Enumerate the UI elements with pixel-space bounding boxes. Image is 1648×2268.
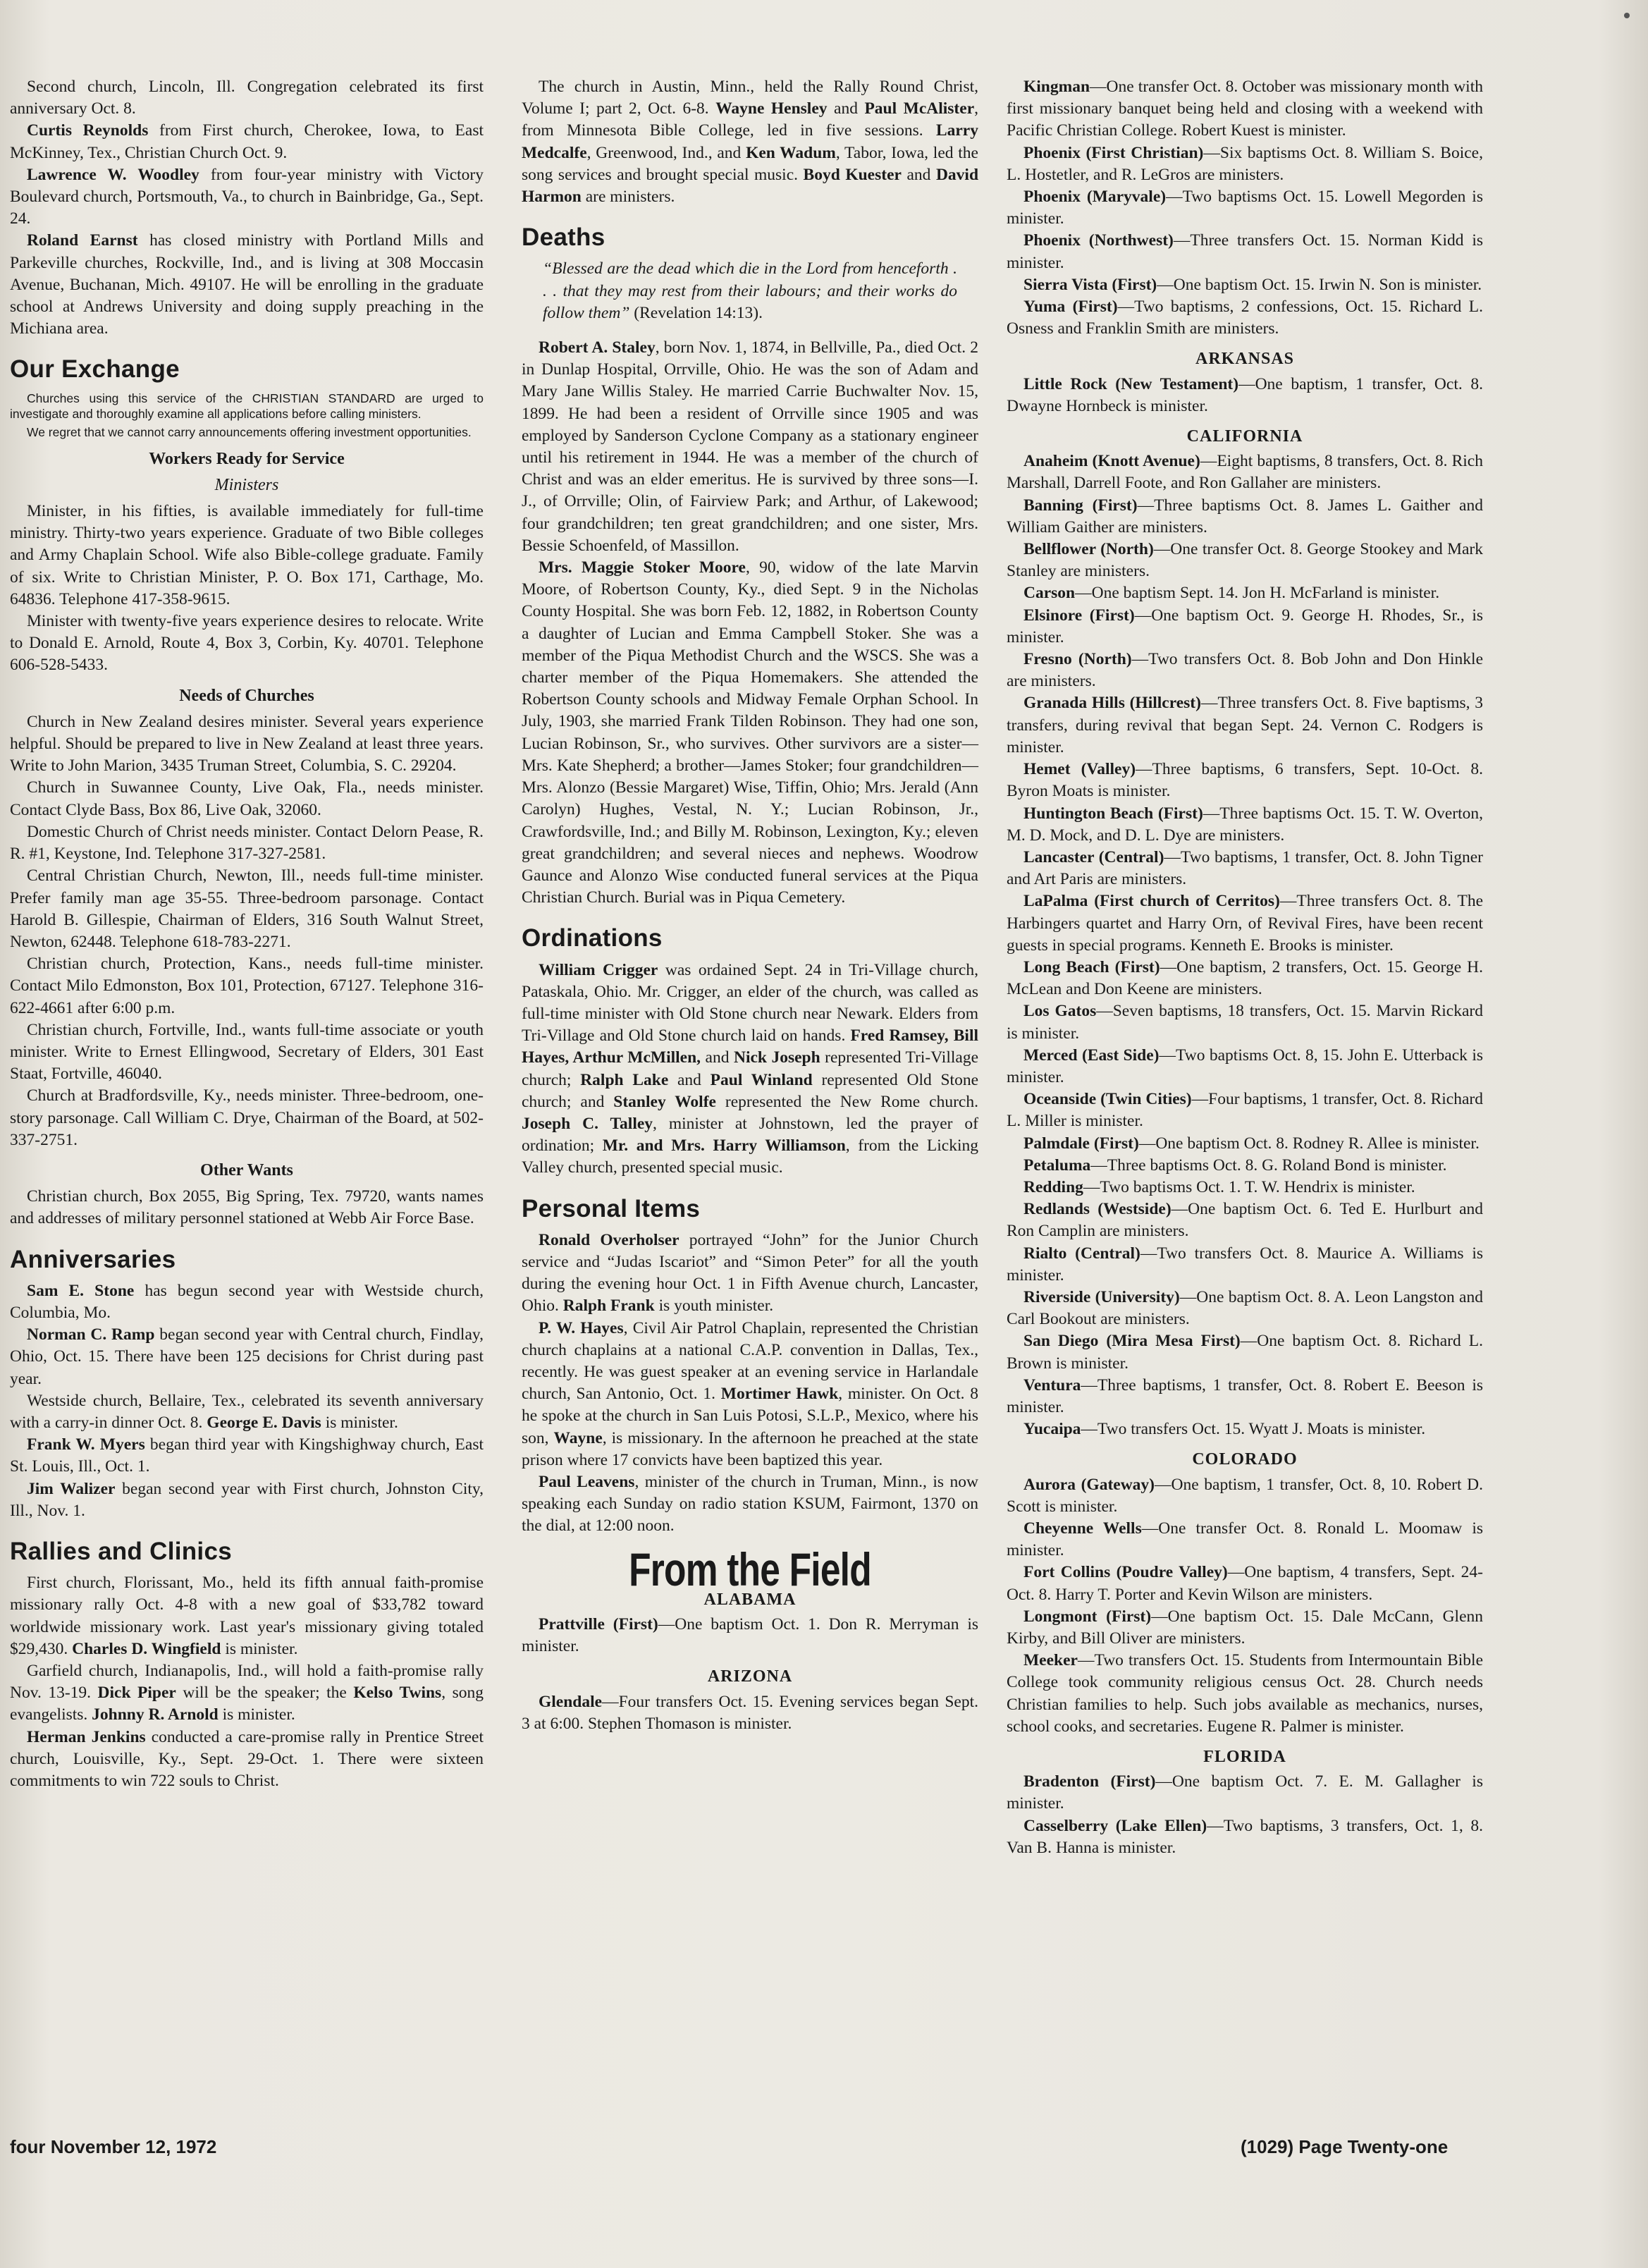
ministers-subheading: Ministers <box>214 475 279 494</box>
bold-name: Curtis Reynolds <box>27 121 149 140</box>
bold-name: Cheyenne Wells <box>1023 1519 1142 1538</box>
bold-name: Mortimer Hawk <box>720 1385 839 1404</box>
bold-name: Bradenton (First) <box>1023 1772 1156 1791</box>
bold-name: Redding <box>1023 1177 1083 1196</box>
minister-listing: Minister, in his fifties, is available immediately for full-time ministry. Thirty-two years experience. Graduate of two Bible colleges and Army Chaplain School. Wife also Bible-college graduate. Family of six. Write to Christian Minister, P. O. Box 171, Carthage, Mo. 64836. Telephone 417-358-9615. <box>10 502 484 608</box>
column-middle <box>522 76 978 1735</box>
field-report <box>1007 1177 1483 1199</box>
anniversary-item <box>10 1478 484 1522</box>
column-left <box>10 76 484 1792</box>
church-listing: Church in Suwannee County, Live Oak, Fla., needs minister. Contact Clyde Bass, Box 86, Live Oak, 32060. <box>10 778 484 819</box>
ordinations-heading: Ordinations <box>522 924 663 952</box>
needs-of-churches-heading: Needs of Churches <box>179 686 314 705</box>
bold-name: Mrs. Maggie Stoker Moore <box>539 558 746 577</box>
church-listing: Central Christian Church, Newton, Ill., needs full-time minister. Prefer family man age 35-55. Three-bedroom parsonage. Contact Harold B. Gillespie, Chairman of Elders, 316 South Walnut Street, Newton, 62448. Telephone 618-783-2271. <box>10 866 484 951</box>
field-report <box>1007 76 1483 142</box>
field-report <box>1007 539 1483 582</box>
item-text: —One baptism, 2 transfers, Oct. 15. George H. McLean and Don Keene are ministers. <box>1007 957 1483 999</box>
rallies-heading: Rallies and Clinics <box>10 1537 232 1565</box>
item-text: is minister. <box>218 1705 295 1724</box>
item-text: First church, Florissant, Mo., held its fifth annual faith-promise missionary rally Oct. 4-8 with a new goal of $33,782 toward worldwide missionary work. Last year's missionary giving totaled $29,430. <box>10 1574 484 1658</box>
bold-name: Fresno (North) <box>1023 650 1132 669</box>
item-text: —One baptism Oct. 15. Irwin N. Son is minister. <box>1157 275 1482 294</box>
bold-name: Jim Walizer <box>27 1479 116 1498</box>
bold-name: Redlands (Westside) <box>1023 1200 1172 1219</box>
other-wants-list <box>10 1186 484 1230</box>
field-report <box>1007 374 1483 417</box>
anniversary-item <box>10 1434 484 1478</box>
bold-name: Phoenix (Maryvale) <box>1023 188 1167 207</box>
item-text: —One transfer Oct. 8. Ronald L. Moomaw is minister. <box>1007 1519 1483 1560</box>
news-item <box>10 230 484 340</box>
bold-name: Lancaster (Central) <box>1023 847 1164 866</box>
item-text: —Two transfers Oct. 15. Students from Intermountain Bible College took community religious census Oct. 28. Church needs Christian families to help. Such jobs available as mechanics, nurses, school cooks, and secretaries. Eugene R. Palmer is minister. <box>1007 1651 1483 1736</box>
item-text: , Tabor, Iowa, led the song services and brought special music. <box>522 143 978 184</box>
item-text: , minister. On Oct. 8 he spoke at the church in San Luis Potosi, S.L.P., Mexico, where his son, <box>522 1385 978 1447</box>
bold-name: Long Beach (First) <box>1023 957 1160 976</box>
bold-name: Mr. and Mrs. Harry Williamson <box>602 1136 846 1156</box>
field-report <box>1007 230 1483 274</box>
item-text: —Six baptisms Oct. 8. William S. Boice, L. Hostetler, and R. LeGros are ministers. <box>1007 143 1483 184</box>
item-text: Garfield church, Indianapolis, Ind., will hold a faith-promise rally Nov. 13-19. <box>10 1662 484 1703</box>
bold-name: Fort Collins (Poudre Valley) <box>1023 1563 1228 1582</box>
item-text: —Two baptisms, 1 transfer, Oct. 8. John Tigner and Art Paris are ministers. <box>1007 847 1484 889</box>
item-text: has begun second year with Westside church, Columbia, Mo. <box>10 1281 484 1322</box>
from-the-field-heading: From the Field <box>629 1543 871 1595</box>
anniversary-item <box>10 1324 484 1390</box>
bold-name: Elsinore (First) <box>1023 606 1135 625</box>
item-text: —Three baptisms Oct. 8. G. Roland Bond is minister. <box>1090 1156 1447 1175</box>
item-text: and <box>668 1070 711 1089</box>
bold-name: Hemet (Valley) <box>1023 760 1136 779</box>
bold-name: Joseph C. Talley <box>522 1114 653 1133</box>
field-report <box>1007 803 1483 847</box>
state-heading: ALABAMA <box>703 1590 797 1609</box>
item-text: represented the New Rome church. <box>715 1092 978 1111</box>
bold-name: Sam E. Stone <box>27 1281 135 1300</box>
personal-item <box>522 1230 978 1318</box>
bold-name: Aurora (Gateway) <box>1023 1475 1155 1494</box>
item-text: —One baptism Oct. 15. Dale McCann, Glenn Kirby, and Bill Oliver are ministers. <box>1007 1607 1484 1648</box>
state-heading: ARIZONA <box>707 1667 793 1686</box>
workers-ready-heading: Workers Ready for Service <box>149 449 345 468</box>
bold-name: Charles D. Wingfield <box>72 1639 221 1658</box>
news-item <box>10 120 484 164</box>
bold-name: Oceanside (Twin Cities) <box>1023 1090 1192 1109</box>
bold-name: Phoenix (First Christian) <box>1023 143 1204 162</box>
item-text: —One transfer Oct. 8. October was missionary month with first missionary banquet being held and closing with a weekend with Pacific Christian College. Robert Kuest is minister. <box>1007 78 1483 140</box>
field-report <box>522 1614 978 1657</box>
bold-name: Frank W. Myers <box>27 1435 145 1454</box>
field-report <box>1007 450 1483 494</box>
item-text: —One baptism Oct. 8. Rodney R. Allee is minister. <box>1138 1134 1480 1153</box>
state-heading: COLORADO <box>1192 1450 1298 1469</box>
bold-name: Sierra Vista (First) <box>1023 275 1157 294</box>
bold-name: Roland Earnst <box>27 231 138 250</box>
item-text: —Three baptisms Oct. 15. T. W. Overton, M. D. Mock, and D. L. Dye are ministers. <box>1007 804 1484 845</box>
item-text: , minister at Johnstown, led the prayer of ordination; <box>522 1114 978 1156</box>
bold-name: Huntington Beach (First) <box>1023 804 1203 823</box>
bold-name: William Crigger <box>539 960 658 979</box>
field-report <box>1007 1474 1483 1518</box>
rallies-list <box>10 1572 484 1792</box>
item-text: , minister of the church in Truman, Minn., is now speaking each Sunday on radio station KSUM, Fairmont, 1370 on the dial, at 12:00 noon. <box>522 1472 978 1536</box>
bold-name: Prattville (First) <box>539 1615 658 1633</box>
bold-name: Bellflower (North) <box>1023 540 1154 559</box>
bold-name: Anaheim (Knott Avenue) <box>1023 452 1200 471</box>
item-text: from four-year ministry with Victory Boulevard church, Portsmouth, Va., to church in Bainbridge, Ga., Sept. 24. <box>10 165 484 228</box>
state-heading: CALIFORNIA <box>1186 427 1303 446</box>
item-text: —Three baptisms Oct. 8. James L. Gaither and William Gaither are ministers. <box>1007 496 1483 537</box>
bold-name: Ronald Overholser <box>539 1230 680 1249</box>
bold-name: David Harmon <box>522 165 979 207</box>
field-report <box>1007 1330 1483 1374</box>
item-text: —One baptism, 1 transfer, Oct. 8. Dwayne Hornbeck is minister. <box>1007 374 1483 415</box>
field-report <box>1007 1418 1483 1440</box>
field-report <box>1007 1650 1483 1738</box>
bold-name: Fred Ramsey, Bill Hayes, Arthur McMillen, <box>522 1026 978 1067</box>
church-needs-list <box>10 711 484 1151</box>
bold-name: Paul Winland <box>710 1070 813 1089</box>
item-text: Westside church, Bellaire, Tex., celebrated its seventh anniversary with a carry-in dinner Oct. 8. <box>10 1391 484 1432</box>
church-listing: Church in New Zealand desires minister. Several years experience helpful. Should be prepared to live in New Zealand at least three years. Write to John Marion, 3435 Truman Street, Columbia, S. C. 29204. <box>10 712 484 776</box>
field-reports-start <box>522 1589 978 1735</box>
bold-name: Riverside (University) <box>1023 1287 1180 1306</box>
bold-name: Lawrence W. Woodley <box>27 165 199 184</box>
item-text: —Two baptisms Oct. 1. T. W. Hendrix is minister. <box>1083 1177 1415 1196</box>
state-heading: ARKANSAS <box>1195 350 1295 369</box>
field-report <box>1007 649 1483 692</box>
bold-name: Longmont (First) <box>1023 1607 1152 1626</box>
item-text: are ministers. <box>581 188 675 207</box>
field-report <box>1007 847 1483 890</box>
column-right <box>1007 76 1483 1859</box>
rally-item <box>10 1727 484 1793</box>
bold-name: George E. Davis <box>207 1413 321 1432</box>
item-text: —One baptism Oct. 8. Richard L. Brown is minister. <box>1007 1332 1483 1373</box>
rally-item <box>10 1660 484 1727</box>
field-report <box>1007 1287 1483 1330</box>
bold-name: Little Rock (New Testament) <box>1023 374 1239 393</box>
item-text: —One baptism Oct. 6. Ted E. Hurlburt and Ron Camplin are ministers. <box>1007 1200 1483 1241</box>
obituaries-list <box>522 337 978 909</box>
item-text: from First church, Cherokee, Iowa, to East McKinney, Tex., Christian Church Oct. 9. <box>10 121 484 162</box>
item-text: conducted a care-promise rally in Prentice Street church, Louisville, Ky., Sept. 29-Oct. 1. There were sixteen commitments to win 722 souls to Christ. <box>10 1727 484 1791</box>
item-text: began second year with First church, Johnston City, Ill., Nov. 1. <box>10 1479 484 1520</box>
church-listing: Domestic Church of Christ needs minister. Contact Delorn Pease, R. R. #1, Keystone, Ind. Telephone 317-327-2581. <box>10 822 484 864</box>
news-item <box>10 164 484 231</box>
item-text: , song evangelists. <box>10 1684 484 1724</box>
item-text: portrayed “John” for the Junior Church service and “Judas Iscariot” and “Simon Peter” for all the youth during the evening hour Oct. 1 in Fifth Avenue church, Lancaster, Ohio. <box>522 1230 979 1316</box>
item-text: —Two baptisms Oct. 8, 15. John E. Utterback is minister. <box>1007 1046 1483 1086</box>
item-text: —Three transfers Oct. 8. Five baptisms, 3 transfers, during revival that began Sept. 24. Vernon C. Rodgers is minister. <box>1007 694 1483 756</box>
item-text: —One baptism Oct. 9. George H. Rhodes, Sr., is minister. <box>1007 606 1483 646</box>
item-text: , Civil Air Patrol Chaplain, represented the Christian church chaplains at a national C.A.P. convention in Dallas, Tex., recently. He was guest speaker at an evening service in Harlandale church, San Antonio, Oct. 1. <box>522 1318 978 1404</box>
church-listing: Christian church, Protection, Kans., needs full-time minister. Contact Milo Edmonston, Box 101, Protection, 67127. Telephone 316-622-4661 after 6:00 p.m. <box>10 955 484 1017</box>
minister-listing: Minister with twenty-five years experience desires to relocate. Write to Donald E. Arnold, Route 4, Box 3, Corbin, Ky. 40701. Telephone 606-528-5433. <box>10 612 484 675</box>
item-text: was ordained Sept. 24 in Tri-Village church, Pataskala, Ohio. Mr. Crigger, an elder of the church, was called as full-time minister with Old Stone church near Newark. Elders from Tri-Village and Old Stone church laid on hands. <box>522 960 978 1046</box>
item-text: —Two baptisms Oct. 15. Lowell Megorden is minister. <box>1007 188 1483 228</box>
field-report <box>1007 605 1483 649</box>
bold-name: Banning (First) <box>1023 496 1138 515</box>
rally-item <box>10 1572 484 1660</box>
item-text: Second church, Lincoln, Ill. Congregation celebrated its first anniversary Oct. 8. <box>10 78 484 118</box>
bold-name: Dick Piper <box>97 1684 176 1703</box>
bold-name: Paul Leavens <box>539 1472 635 1491</box>
bold-name: Norman C. Ramp <box>27 1325 155 1344</box>
personal-items-heading: Personal Items <box>522 1194 701 1222</box>
field-report <box>1007 1815 1483 1859</box>
item-text: —Two transfers Oct. 8. Maurice A. Williams is minister. <box>1007 1244 1484 1285</box>
bold-name: Johnny R. Arnold <box>92 1705 219 1724</box>
item-text: is youth minister. <box>654 1297 774 1316</box>
scripture-quote <box>543 258 957 324</box>
field-report <box>1007 296 1483 340</box>
bold-name: LaPalma (First church of Cerritos) <box>1023 892 1280 911</box>
bold-name: Yucaipa <box>1023 1420 1081 1439</box>
item-text: —Four transfers Oct. 15. Evening services began Sept. 3 at 6:00. Stephen Thomason is minister. <box>522 1692 978 1733</box>
bold-name: P. W. Hayes <box>539 1318 624 1337</box>
item-text: —Three baptisms, 6 transfers, Sept. 10-Oct. 8. Byron Moats is minister. <box>1007 760 1483 801</box>
personal-item <box>522 1471 978 1538</box>
ministers-list <box>10 501 484 677</box>
field-report <box>1007 1155 1483 1177</box>
bold-name: Merced (East Side) <box>1023 1046 1160 1065</box>
bold-name: Larry Medcalfe <box>522 121 978 162</box>
item-text: will be the speaker; the <box>176 1684 354 1703</box>
bold-name: Phoenix (Northwest) <box>1023 231 1174 250</box>
bold-name: Herman Jenkins <box>27 1727 146 1746</box>
item-text: —Two baptisms, 3 transfers, Oct. 1, 8. Van B. Hanna is minister. <box>1007 1816 1483 1857</box>
bold-name: Ralph Frank <box>562 1297 655 1316</box>
item-text: began third year with Kingshighway church, East St. Louis, Ill., Oct. 1. <box>10 1435 484 1476</box>
obituary-item <box>522 337 978 557</box>
item-text: and <box>701 1048 734 1067</box>
field-report <box>1007 759 1483 802</box>
field-report <box>1007 1045 1483 1089</box>
bold-name: Kelso Twins <box>353 1684 442 1703</box>
news-item <box>522 76 978 208</box>
item-text: —One baptism Sept. 14. Jon H. McFarland is minister. <box>1075 584 1440 603</box>
bold-name: Ken Wadum <box>746 143 836 162</box>
item-text: —Three transfers Oct. 8. The Harbingers quartet and Harry Orn, of Revival Fires, have been recent guests in special programs. Kenneth E. Brooks is minister. <box>1007 892 1483 955</box>
bold-name: Paul McAlister <box>864 99 975 118</box>
footer-page-number: (1029) Page Twenty-one <box>1241 2136 1449 2157</box>
field-report <box>1007 1133 1483 1155</box>
item-text: began second year with Central church, Findlay, Ohio, Oct. 15. There have been 125 decisions for Christ during past year. <box>10 1325 484 1388</box>
bold-name: Nick Joseph <box>733 1048 820 1067</box>
item-text: , is missionary. In the afternoon he preached at the state prison where 17 convicts have been baptized this year. <box>522 1428 978 1469</box>
field-report <box>1007 274 1483 296</box>
deaths-heading: Deaths <box>522 223 605 252</box>
field-report <box>1007 1243 1483 1287</box>
bold-name: Boyd Kuester <box>803 165 902 184</box>
bold-name: Meeker <box>1023 1651 1078 1670</box>
item-text: and <box>827 99 865 118</box>
church-listing: Christian church, Fortville, Ind., wants full-time associate or youth minister. Write to Ernest Ellingwood, Secretary of Elders, 301 East Staat, Fortville, 46040. <box>10 1020 484 1084</box>
item-text: —Two baptisms, 2 confessions, Oct. 15. Richard L. Osness and Franklin Smith are ministers. <box>1007 298 1483 338</box>
quote-text: “Blessed are the dead which die in the Lord from henceforth . . . that they may rest from their labours; and their works do follow them” <box>543 259 957 322</box>
item-text: —One transfer Oct. 8. George Stookey and Mark Stanley are ministers. <box>1007 540 1483 581</box>
field-report <box>1007 1562 1483 1605</box>
item-text: , from the Licking Valley church, presented special music. <box>522 1136 979 1177</box>
item-text: , 90, widow of the late Marvin Moore, of Robertson County, Ky., died Sept. 9 in the Nicholas County Hospital. She was born Feb. 12, 1882, in Robertson County a daughter of Lucian and Emma Campbell Stoker. She was a member of the Piqua Methodist Church and the WSCS. She was a charter member of the Piqua Homemakers. She attended the Robertson County schools and Midway Female Orphan School. In July, 1903, she married Frank Tilden Robinson. They had one son, Lucian Robinson, Sr., who survives. Other survivors are a sister—Mrs. Kate Shepherd; a brother—James Stoker; four grandchildren—Mrs. Alonzo (Bessie Margaret) Wise, Tiffin, Ohio; Mrs. Jerald (Ann Carolyn) Hughes, Vestal, N. Y.; Lucian Robinson, Jr., Crawfordsville, Ind.; and Billy M. Robinson, Lexington, Ky.; eleven great grandchildren; and several nieces and nephews. Woodrow Gaunce and Alonzo Wise conducted funeral services at the Piqua Christian Church. Burial was in Piqua Cemetery. <box>522 558 979 907</box>
scan-speck <box>1624 13 1630 18</box>
personal-item <box>522 1318 978 1471</box>
bold-name: Rialto (Central) <box>1023 1244 1140 1263</box>
field-report <box>1007 957 1483 1000</box>
bold-name: Wayne Hensley <box>715 99 828 118</box>
anniversary-item <box>10 1280 484 1324</box>
news-item <box>10 76 484 120</box>
field-report <box>1007 1771 1483 1815</box>
item-text: The church in Austin, Minn., held the Rally Round Christ, Volume I; part 2, Oct. 6-8. <box>522 78 978 118</box>
item-text: —Three transfers Oct. 15. Norman Kidd is minister. <box>1007 231 1483 272</box>
state-heading: FLORIDA <box>1203 1748 1286 1767</box>
rally-round-item <box>522 76 978 208</box>
item-text: —Four baptisms, 1 transfer, Oct. 8. Richard L. Miller is minister. <box>1007 1090 1483 1131</box>
item-text: —Eight baptisms, 8 transfers, Oct. 8. Rich Marshall, Darrell Foote, and Ron Gallaher are ministers. <box>1007 452 1483 493</box>
field-report <box>1007 890 1483 957</box>
item-text: represented Tri-Village church; <box>522 1048 979 1089</box>
bold-name: Stanley Wolfe <box>613 1092 716 1111</box>
field-report <box>1007 1199 1483 1242</box>
bold-name: Wayne <box>553 1428 603 1447</box>
ordination-item <box>522 960 978 1179</box>
exchange-note: Churches using this service of the CHRISTIAN STANDARD are urged to investigate and thoroughly examine all applications before calling ministers. <box>10 391 484 421</box>
item-text: —Two transfers Oct. 15. Wyatt J. Moats is minister. <box>1081 1420 1426 1439</box>
exchange-notes <box>10 391 484 440</box>
bold-name: Granada Hills (Hillcrest) <box>1023 694 1201 713</box>
item-text: is minister. <box>221 1639 298 1658</box>
bold-name: Kingman <box>1023 78 1090 96</box>
item-text: has closed ministry with Portland Mills and Parkeville churches, Rockville, Ind., and is living at 308 Moccasin Avenue, Buchanan, Mich. 49107. He will be enrolling in the graduate school at Andrews University and doing supply preaching in the Michiana area. <box>10 231 484 338</box>
quote-reference: (Revelation 14:13). <box>629 303 763 322</box>
item-text: —Two transfers Oct. 8. Bob John and Don Hinkle are ministers. <box>1007 650 1483 691</box>
item-text: represented Old Stone church; and <box>522 1070 979 1111</box>
anniversaries-list <box>10 1280 484 1522</box>
church-listing: Church at Bradfordsville, Ky., needs minister. Three-bedroom, one-story parsonage. Call William C. Drye, Chairman of the Board, at 502-337-2751. <box>10 1086 484 1149</box>
bold-name: Ralph Lake <box>580 1070 669 1089</box>
our-exchange-heading: Our Exchange <box>10 355 180 384</box>
item-text: , from Minnesota Bible College, led in five sessions. <box>522 99 978 140</box>
bold-name: Yuma (First) <box>1023 298 1118 317</box>
ministry-moves-section <box>10 76 484 340</box>
item-text: —One baptism, 1 transfer, Oct. 8, 10. Robert D. Scott is minister. <box>1007 1475 1483 1516</box>
bold-name: San Diego (Mira Mesa First) <box>1023 1332 1241 1351</box>
anniversaries-heading: Anniversaries <box>10 1245 176 1273</box>
field-report <box>1007 1518 1483 1562</box>
item-text: —One baptism Oct. 7. E. M. Gallagher is minister. <box>1007 1772 1483 1813</box>
anniversary-item <box>10 1390 484 1434</box>
personal-items-list <box>522 1230 978 1538</box>
item-text: —One baptism Oct. 1. Don R. Merryman is minister. <box>522 1615 978 1656</box>
bold-name: Palmdale (First) <box>1023 1134 1139 1153</box>
field-report <box>1007 1000 1483 1044</box>
item-text: —One baptism, 4 transfers, Sept. 24-Oct. 8. Harry T. Porter and Kevin Wilson are ministers. <box>1007 1563 1484 1604</box>
field-report <box>1007 142 1483 186</box>
bold-name: Casselberry (Lake Ellen) <box>1023 1816 1207 1835</box>
field-report <box>1007 186 1483 230</box>
item-text: , Greenwood, Ind., and <box>586 143 746 162</box>
field-report <box>522 1691 978 1735</box>
field-report <box>1007 1375 1483 1418</box>
field-report <box>1007 495 1483 539</box>
bold-name: Los Gatos <box>1023 1002 1097 1021</box>
obituary-item <box>522 557 978 909</box>
bold-name: Glendale <box>539 1692 603 1711</box>
field-report <box>1007 1606 1483 1650</box>
bold-name: Ventura <box>1023 1375 1081 1394</box>
item-text: , born Nov. 1, 1874, in Bellville, Pa., died Oct. 2 in Dunlap Hospital, Orrville, Ohio. He was the son of Adam and Mary Jane Willis Staley. He married Carrie Buchwalter Nov. 15, 1899. He had been a resident of Orrville since 1905 and was employed by Sanderson Cyclone Company as a stationary engineer until his retirement in 1944. He was a member of the church of Christ and was an elder emeritus. He is survived by three sons—I. J., of Orrville; Olin, of Fairview Park; and Arthur, of Lakewood; four grandchildren; ten great grandchildren; and one sister, Mrs. Bessie Schoenfeld, of Massillon. <box>522 338 978 555</box>
field-report <box>1007 1089 1483 1132</box>
other-want-listing: Christian church, Box 2055, Big Spring, Tex. 79720, wants names and addresses of military personnel stationed at Webb Air Force Base. <box>10 1187 484 1228</box>
footer-date: four November 12, 1972 <box>10 2136 217 2157</box>
field-report <box>1007 582 1483 604</box>
exchange-note: We regret that we cannot carry announcements offering investment opportunities. <box>27 424 472 439</box>
item-text: and <box>901 165 936 184</box>
bold-name: Petaluma <box>1023 1156 1091 1175</box>
field-report <box>1007 692 1483 759</box>
item-text: is minister. <box>321 1413 398 1432</box>
item-text: —Seven baptisms, 18 transfers, Oct. 15. Marvin Rickard is minister. <box>1007 1002 1483 1043</box>
item-text: —One baptism Oct. 8. A. Leon Langston and Carl Bookout are ministers. <box>1007 1287 1483 1329</box>
field-reports-continued <box>1007 76 1483 1859</box>
bold-name: Carson <box>1023 584 1076 603</box>
other-wants-heading: Other Wants <box>200 1160 293 1179</box>
ordinations-list <box>522 960 978 1179</box>
item-text: —Three baptisms, 1 transfer, Oct. 8. Robert E. Beeson is minister. <box>1007 1375 1483 1416</box>
bold-name: Robert A. Staley <box>539 338 656 357</box>
